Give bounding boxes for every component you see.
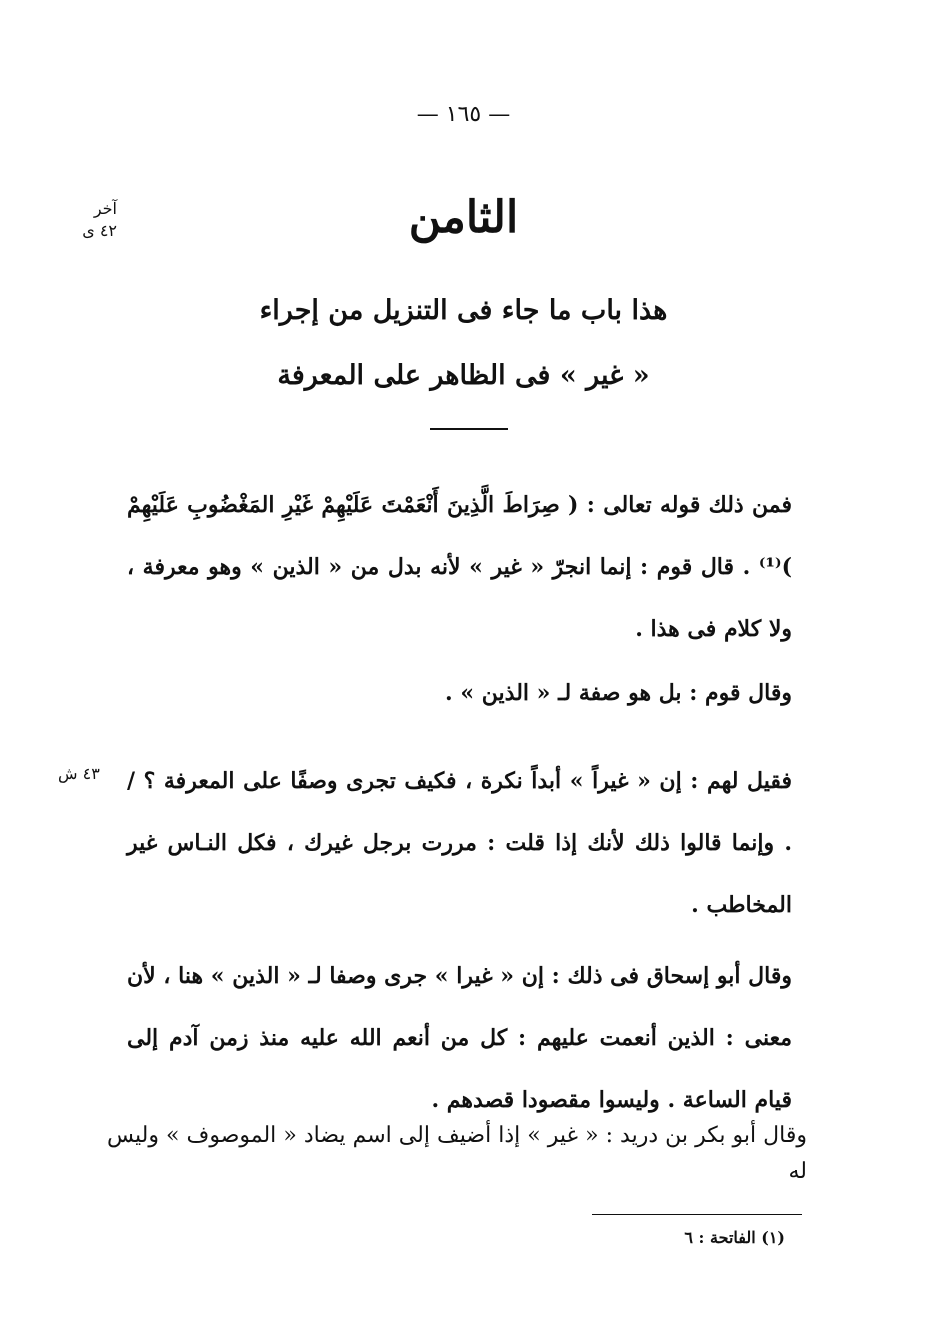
footnote-divider [592,1214,802,1215]
margin-note-line: ٤٢ ى [82,221,117,240]
section-heading-line-1: هذا باب ما جاء فى التنزيل من إجراء [259,295,668,326]
margin-note-middle: ٤٣ ش [58,764,100,783]
body-paragraph: فمن ذلك قوله تعالى : ( صِرَاطَ الَّذِينَ أَنْعَمْتَ عَلَيْهِمْ غَيْرِ المَغْضُوبِ عَلَيْهِمْ )⁽¹⁾ . قال قوم : إنما انجرّ « غير » لأنه بدل من « الذين » وهو معرفة ، ولا كلام فى هذا . [127,492,792,642]
footnote: (١) الفاتحة : ٦ [684,1228,785,1247]
body-paragraph: فقيل لهم : إن « غيراً » أبداً نكرة ، فكيف تجرى وصفًا على المعرفة ؟ / . وإنما قالوا ذلك لأنك إذا قلت : مررت برجل غيرك ، فكل النـاس غير المخاطب . [127,768,792,918]
body-paragraph: وقال أبو بكر بن دريد : « غير » إذا أضيف إلى اسم يضاد « الموصوف » وليس له [107,1123,807,1184]
title-divider [430,428,508,430]
margin-note-line: آخر [93,199,117,218]
body-paragraph: وقال قوم : بل هو صفة لـ « الذين » . [445,680,792,706]
body-paragraph: وقال أبو إسحاق فى ذلك : إن « غيرا » جرى وصفا لـ « الذين » هنا ، لأن معنى : الذين أنعمت عليهم : كل من أنعم الله عليه منذ زمن آدم إلى قيام الساعة . وليسوا مقصودا قصدهم . [127,963,792,1113]
chapter-title: الثامن [408,192,519,243]
section-heading-line-2: « غير » فى الظاهر على المعرفة [277,360,650,391]
page-number: — ١٦٥ — [416,102,511,127]
